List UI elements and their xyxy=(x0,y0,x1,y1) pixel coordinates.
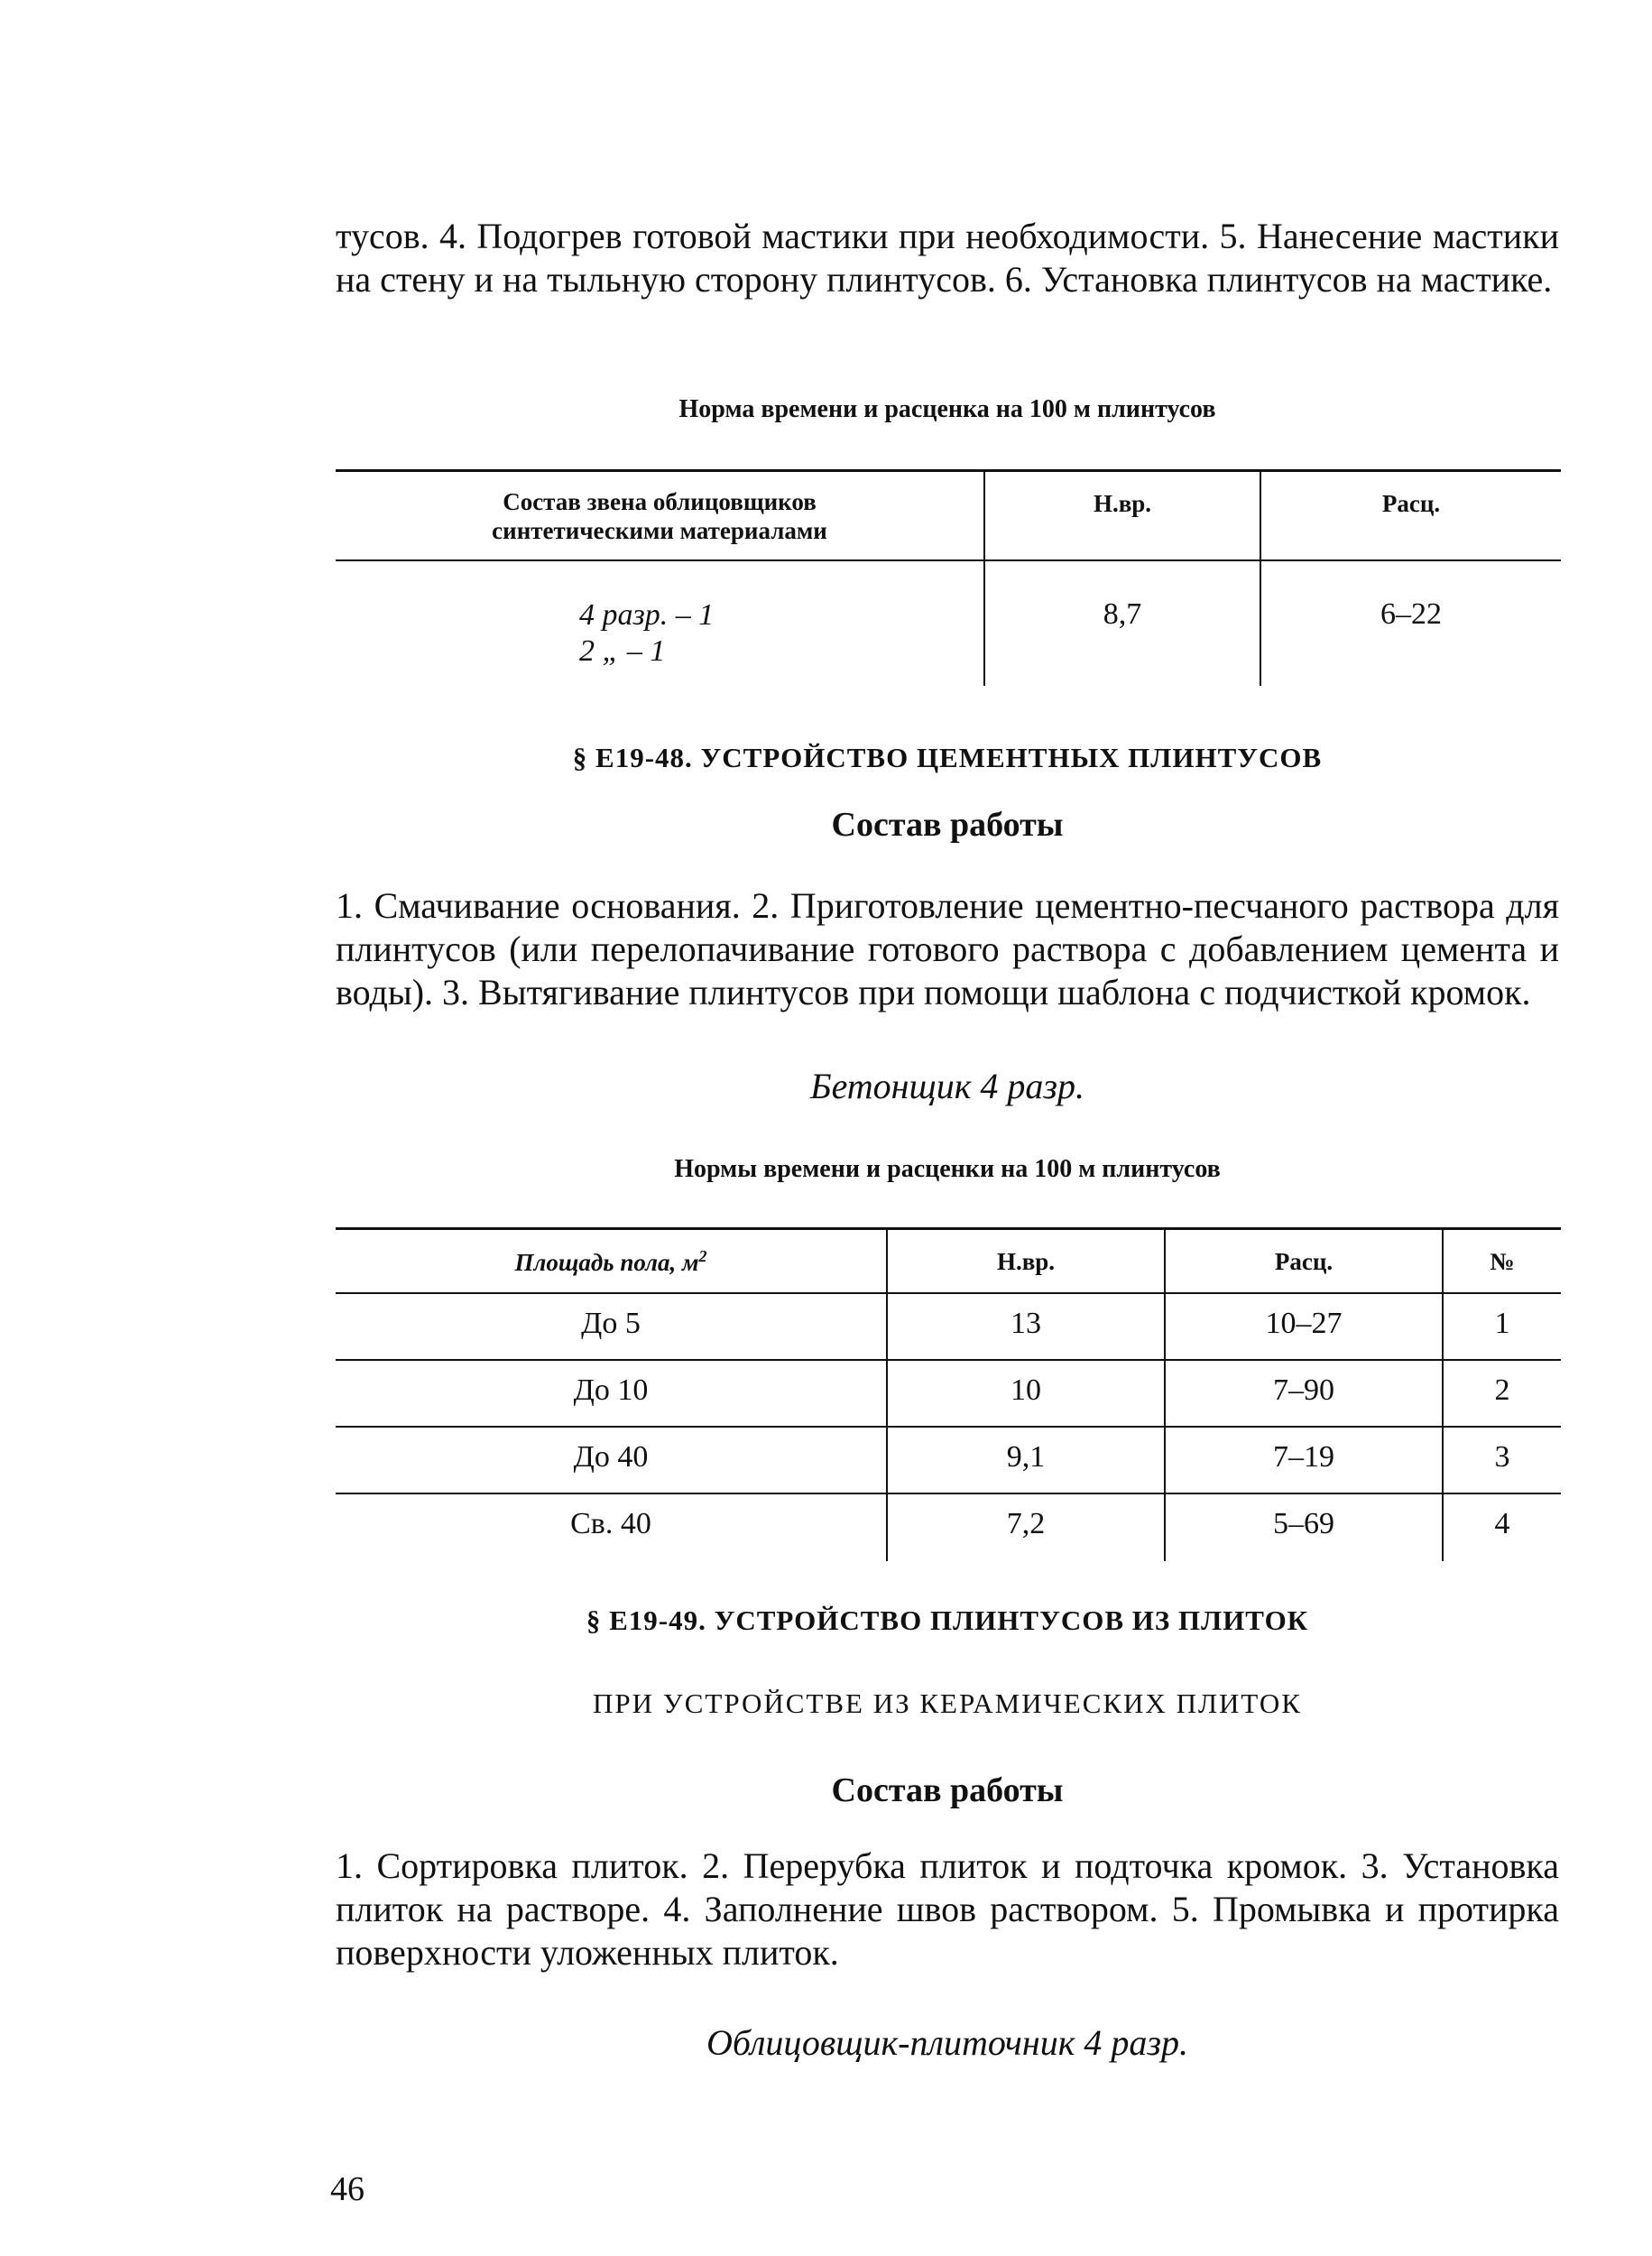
table2 xyxy=(336,1227,1561,1561)
table1-header-composition: Состав звена облицовщиков синтетическими материалами xyxy=(492,488,827,544)
section-e19-49-worker: Облицовщик-плиточник 4 разр. xyxy=(706,2022,1189,2063)
table2-row1-area: До 5 xyxy=(581,1307,641,1340)
table1 xyxy=(336,469,1561,686)
table2-caption: Нормы времени и расценки на 100 м плинтусов xyxy=(674,1155,1221,1183)
table2-header-rate: Расц. xyxy=(1274,1248,1334,1275)
table1-top-rule xyxy=(336,469,1561,472)
section-e19-48-work-title: Состав работы xyxy=(831,806,1064,844)
table2-top-rule xyxy=(336,1227,1561,1230)
intro-paragraph: тусов. 4. Подогрев готовой мастики при необходимости. 5. Нанесение мастики на стену и на тыльную сторону плинтусов. 6. Установка плинтусов на мастике. xyxy=(336,216,1559,300)
table1-crew-composition: 4 разр. – 1 2 „ – 1 xyxy=(579,598,715,668)
section-e19-49-paragraph: 1. Сортировка плиток. 2. Перерубка плиток и подточка кромок. 3. Установка плиток на растворе. 4. Заполнение швов раствором. 5. Промывка и протирка поверхности уложенных плиток. xyxy=(336,1845,1559,1973)
table1-norm-value: 8,7 xyxy=(1103,597,1142,631)
table2-row3-number: 3 xyxy=(1494,1440,1510,1474)
table1-header-rate: Расц. xyxy=(1381,490,1441,517)
table2-row3-rate: 7–19 xyxy=(1273,1440,1334,1474)
table1-header-norm: Н.вр. xyxy=(1093,490,1152,517)
table2-row3-norm: 9,1 xyxy=(1006,1440,1046,1474)
section-e19-48-paragraph: 1. Смачивание основания. 2. Приготовление цементно-песчаного раствора для плинтусов (или перелопачивание готового раствора с добавлением цемента и воды). 3. Вытягивание плинтусов при помощи шаблона с подчисткой кромок. xyxy=(336,885,1559,1012)
table2-row-rule xyxy=(336,1426,1561,1428)
section-e19-49-work-title: Состав работы xyxy=(831,1771,1064,1809)
table2-row1-number: 1 xyxy=(1494,1307,1510,1340)
table1-rate-value: 6–22 xyxy=(1380,597,1442,631)
table2-row1-norm: 13 xyxy=(1011,1307,1041,1340)
table2-row3-area: До 40 xyxy=(573,1440,649,1474)
table1-header-rule xyxy=(336,559,1561,561)
table2-row4-norm: 7,2 xyxy=(1006,1507,1046,1540)
section-e19-48-heading: § Е19-48. УСТРОЙСТВО ЦЕМЕНТНЫХ ПЛИНТУСОВ xyxy=(572,742,1323,773)
table2-header-area: Площадь пола, $м^2$ xyxy=(514,1247,707,1276)
table2-row-rule xyxy=(336,1359,1561,1361)
table2-row-rule xyxy=(336,1292,1561,1294)
table2-row2-area: До 10 xyxy=(573,1373,649,1407)
table2-row4-number: 4 xyxy=(1494,1507,1510,1540)
table2-row2-rate: 7–90 xyxy=(1273,1373,1334,1407)
section-e19-49-subheading: ПРИ УСТРОЙСТВЕ ИЗ КЕРАМИЧЕСКИХ ПЛИТОК xyxy=(593,1687,1302,1719)
page-number: 46 xyxy=(330,2170,365,2208)
section-e19-49-heading: § Е19-49. УСТРОЙСТВО ПЛИНТУСОВ ИЗ ПЛИТОК xyxy=(586,1604,1309,1636)
table2-header-number: № xyxy=(1490,1248,1515,1275)
table2-row4-area: Св. 40 xyxy=(570,1507,651,1540)
table2-row4-rate: 5–69 xyxy=(1273,1507,1334,1540)
section-e19-48-worker: Бетонщик 4 разр. xyxy=(809,1066,1085,1106)
table2-row2-number: 2 xyxy=(1494,1373,1510,1407)
table2-row1-rate: 10–27 xyxy=(1265,1307,1343,1340)
table1-caption: Норма времени и расценка на 100 м плинтусов xyxy=(678,395,1216,423)
table2-row-rule xyxy=(336,1493,1561,1494)
table2-header-norm: Н.вр. xyxy=(996,1248,1056,1275)
table2-row2-norm: 10 xyxy=(1011,1373,1041,1407)
